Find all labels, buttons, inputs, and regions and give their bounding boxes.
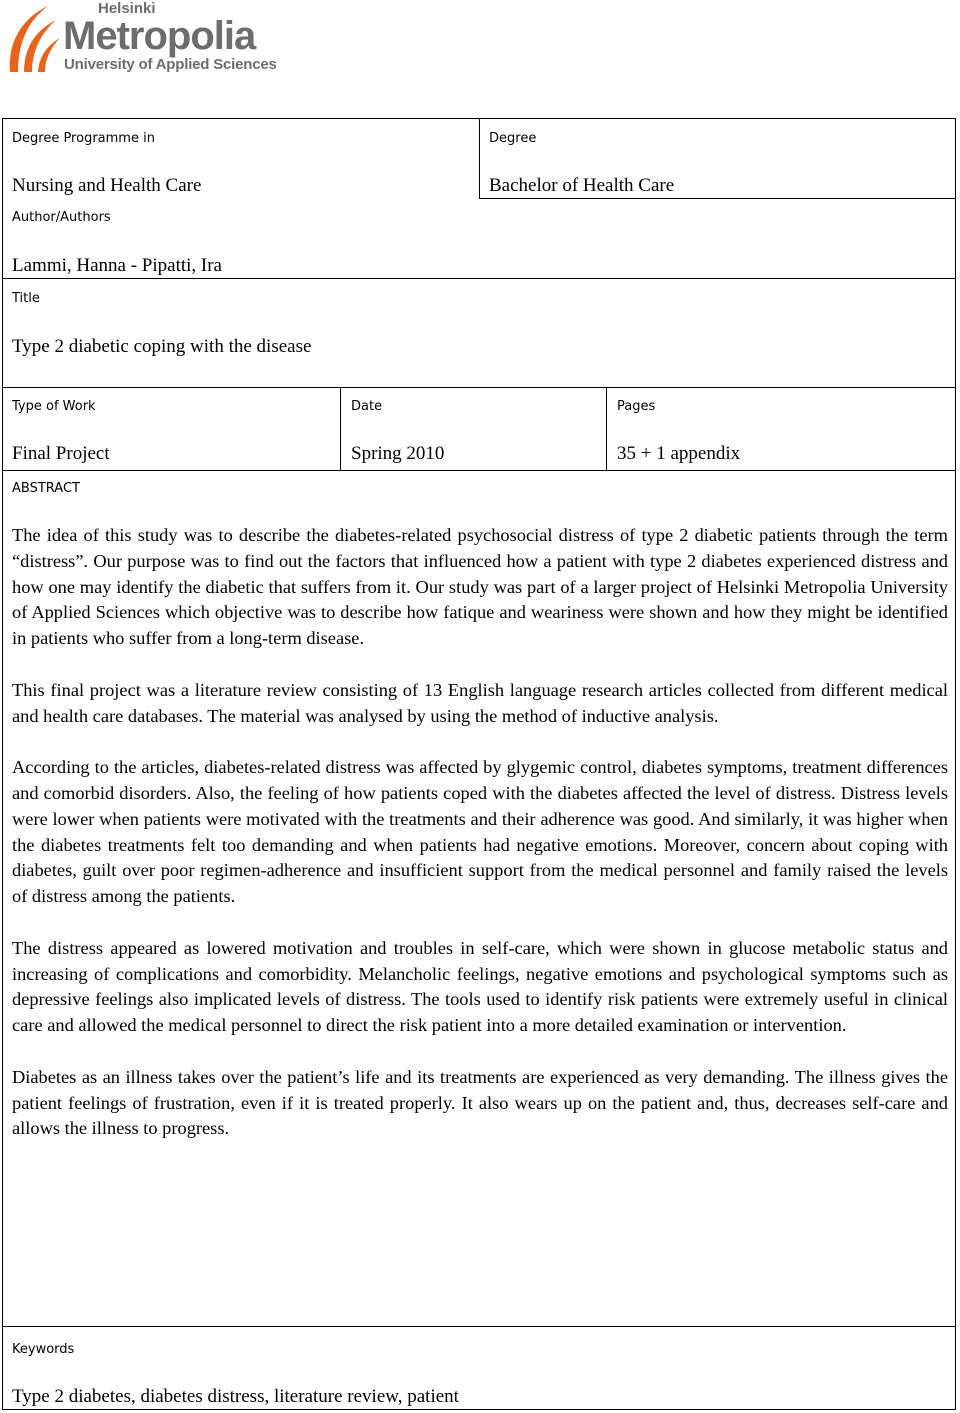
divider — [2, 278, 956, 279]
author-label: Author/Authors — [12, 210, 111, 225]
divider — [2, 387, 956, 388]
abstract-paragraph: According to the articles, diabetes-related distress was affected by glygemic control, diabetes symptoms, treatment differences and comorbid disorders. Also, the feeling of how patients coped with the diabetes affected the level of distress. Distress levels were lower when patients were motivated with the treatments and their adherence was good. And similarly, it was higher when the diabetes treatments felt too demanding and when patients had negative emotions. Moreover, concern about coping with diabetes, guilt over poor regimen-adherence and insufficient support from the medical personnel and family raised the levels of distress among the patients. — [12, 757, 948, 907]
abstract-paragraph: The idea of this study was to describe the diabetes-related psychosocial distress of type 2 diabetic patients through the term “distress”. Our purpose was to find out the factors that influenced how a patient with type 2 diabetes experienced distress and how one may identify the diabetic that suffers from it. Our study was part of a larger project of Helsinki Metropolia University of Applied Sciences which objective was to describe how fatique and weariness were shown and how they might be identified in patients who suffer from a long-term disease. — [12, 525, 948, 649]
type-of-work-label: Type of Work — [12, 399, 96, 414]
date-value: Spring 2010 — [351, 443, 445, 464]
logo-subtitle-text: University of Applied Sciences — [64, 56, 277, 73]
degree-value: Bachelor of Health Care — [489, 175, 675, 196]
divider — [2, 470, 956, 471]
title-label: Title — [12, 291, 40, 306]
abstract-paragraph: The distress appeared as lowered motivation and troubles in self-care, which were shown in glucose metabolic status and increasing of complications and comorbidity. Melancholic feelings, negative emotions and psychological symptoms such as depressive feelings also implicated levels of distress. The tools used to identify risk patients were extremely useful in clinical care and allowed the medical personnel to direct the risk patient into a more detailed examination or intervention. — [12, 937, 948, 1036]
keywords-value: Type 2 diabetes, diabetes distress, literature review, patient — [12, 1386, 459, 1407]
title-value: Type 2 diabetic coping with the disease — [12, 336, 312, 357]
divider — [479, 198, 956, 199]
abstract-body — [12, 523, 948, 1168]
abstract-paragraph: Diabetes as an illness takes over the patient’s life and its treatments are experienced as very demanding. The illness gives the patient feelings of frustration, even if it is treated properly. It also wears up on the patient and, thus, decreases self-care and allows the illness to progress. — [12, 1066, 948, 1139]
metropolia-logo — [0, 0, 300, 80]
degree-label: Degree — [489, 131, 537, 146]
divider — [2, 1326, 956, 1327]
date-label: Date — [351, 399, 383, 414]
abstract-paragraph: This final project was a literature review consisting of 13 English language research articles collected from different medical and health care databases. The material was analysed by using the method of inductive analysis. — [12, 679, 948, 726]
degree-programme-value: Nursing and Health Care — [12, 175, 202, 196]
divider — [606, 387, 607, 470]
logo-name-text: Metropolia — [63, 14, 256, 58]
author-value: Lammi, Hanna - Pipatti, Ira — [12, 255, 222, 276]
keywords-label: Keywords — [12, 1342, 75, 1357]
logo-city-text: Helsinki — [98, 0, 156, 17]
divider — [340, 387, 341, 470]
metropolia-flame-icon — [4, 2, 62, 74]
type-of-work-value: Final Project — [12, 443, 110, 464]
abstract-label: ABSTRACT — [12, 481, 80, 496]
pages-label: Pages — [617, 399, 656, 414]
pages-value: 35 + 1 appendix — [617, 443, 741, 464]
divider — [479, 118, 480, 198]
degree-programme-label: Degree Programme in — [12, 131, 155, 146]
